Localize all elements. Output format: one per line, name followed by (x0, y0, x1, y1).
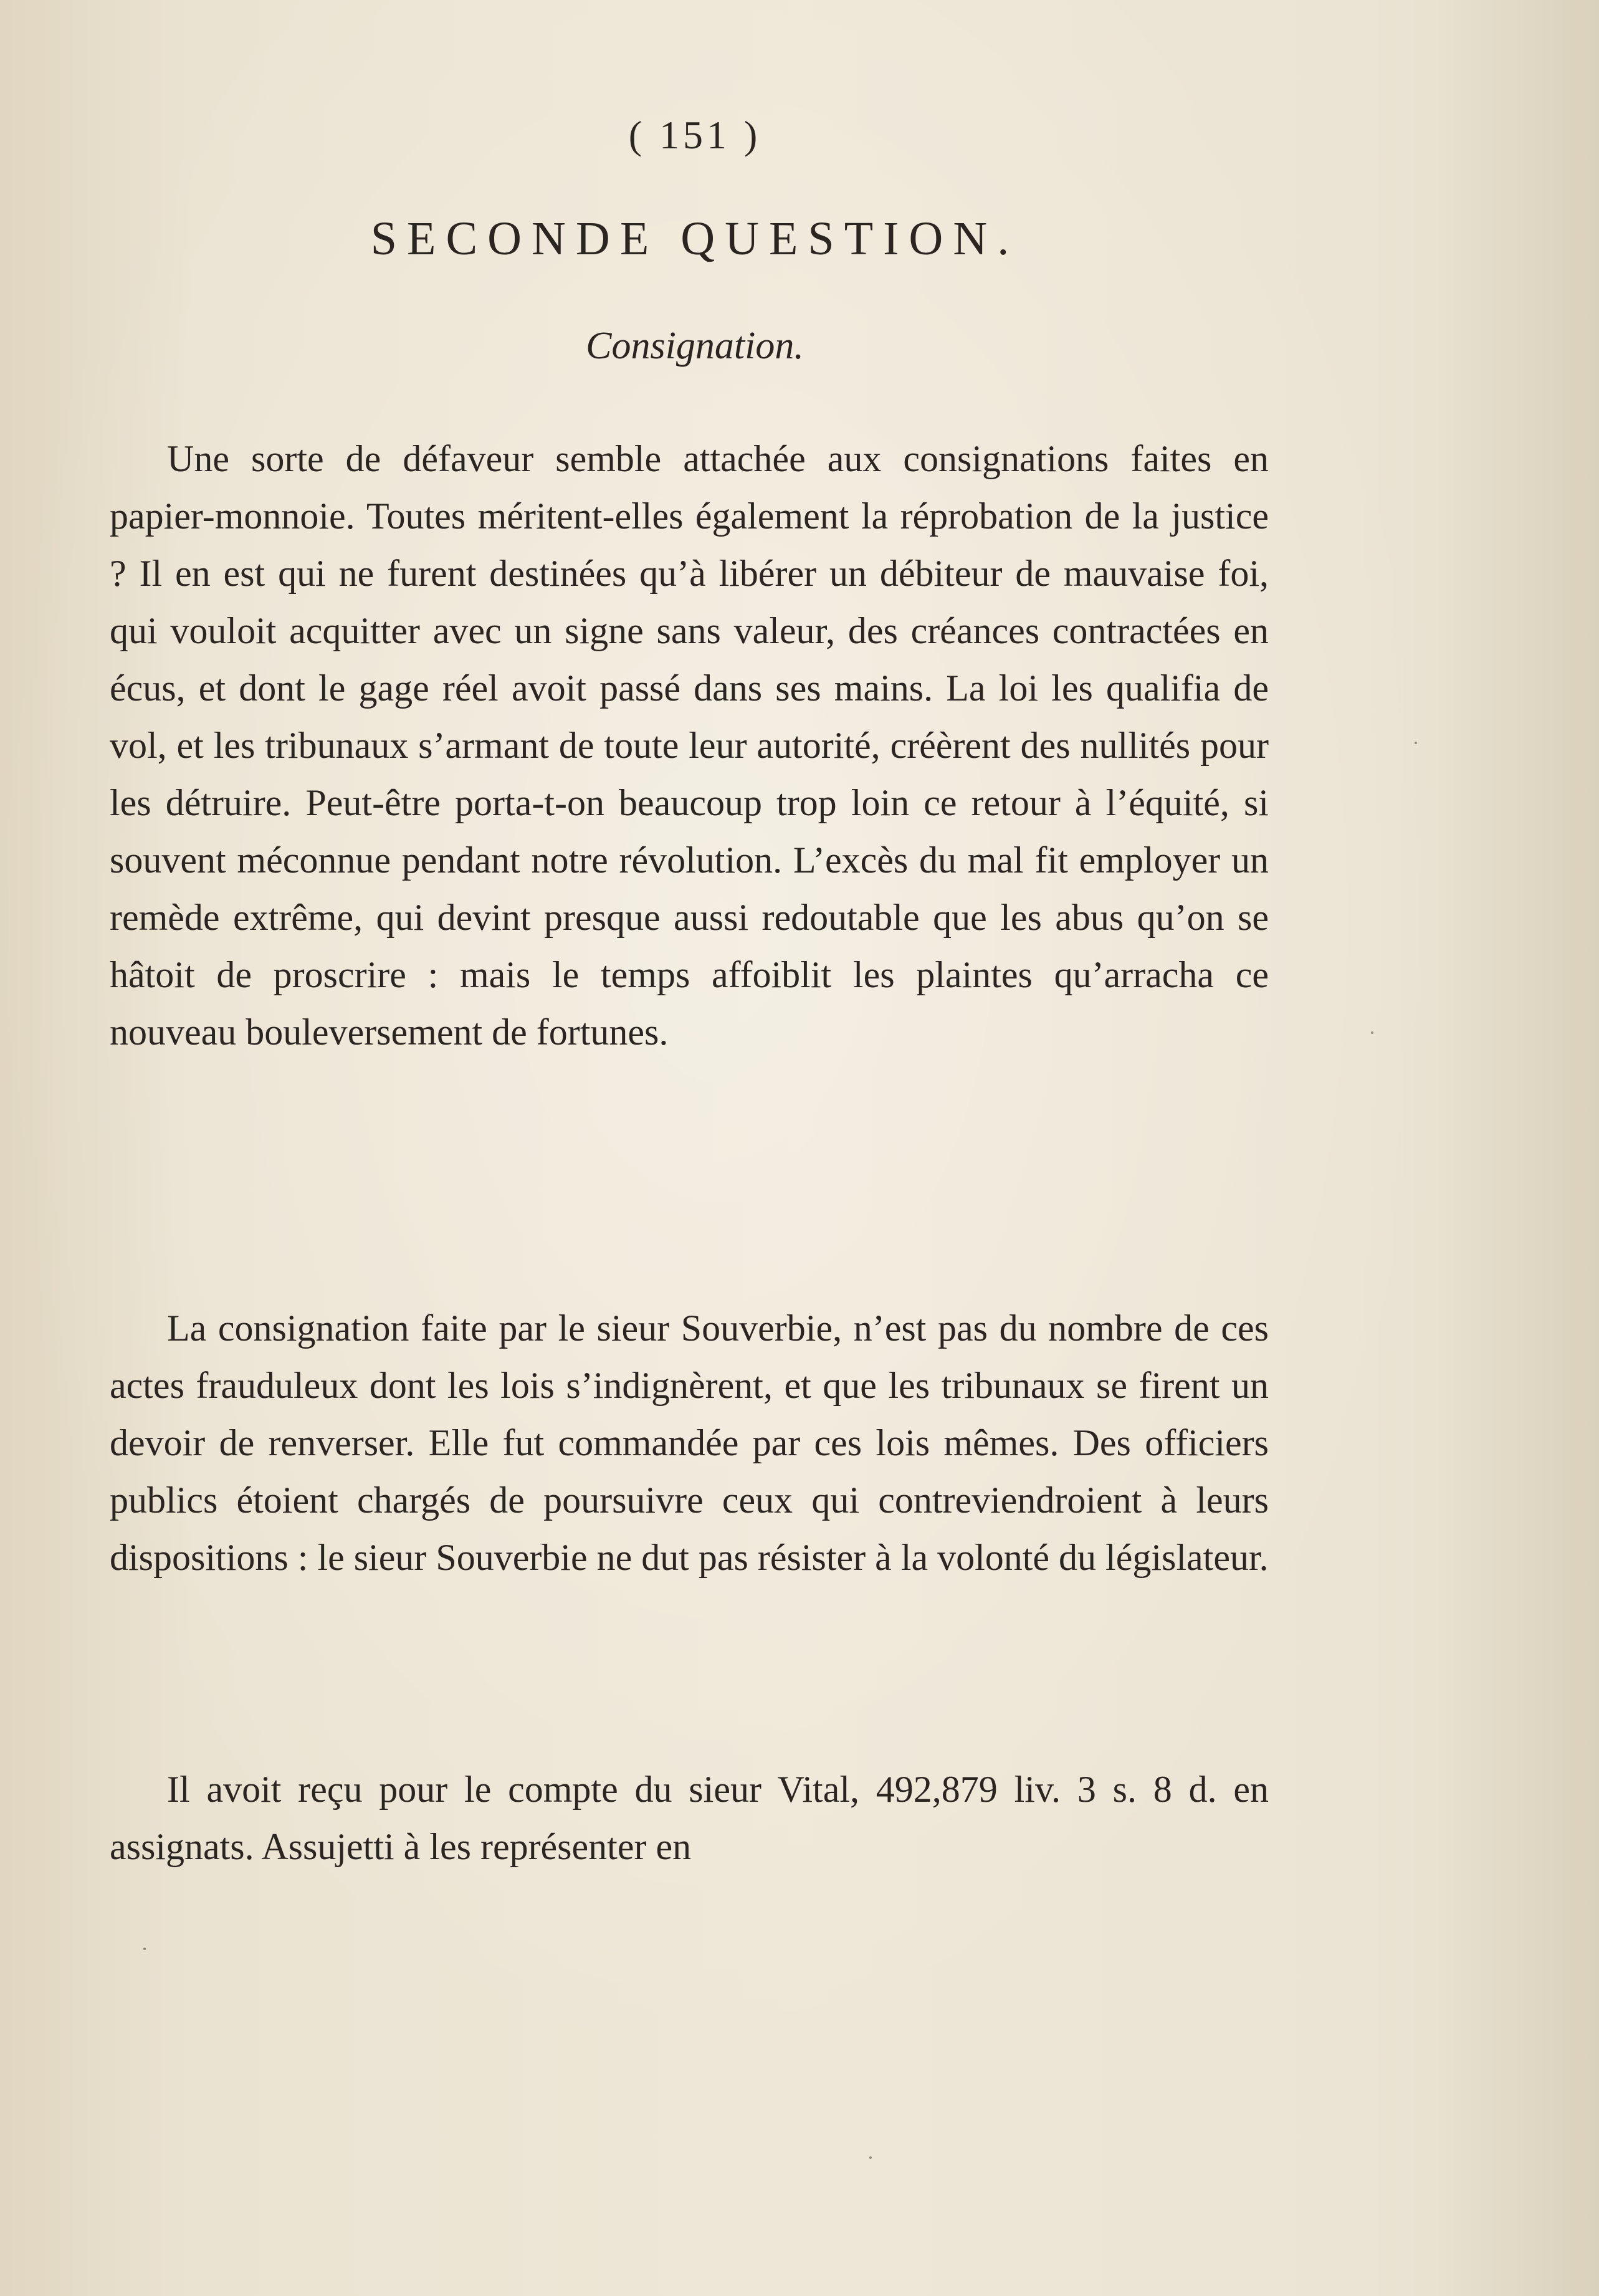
paragraph-2: La consignation faite par le sieur Souverbie, n’est pas du nombre de ces actes frauduleux dont les lois s’indignèrent, et que les tribunaux se firent un devoir de renverser. Elle fut commandée par ces lois mêmes. Des officiers publics étoient chargés de poursuivre ceux qui contreviendroient à leurs dispositions : le sieur Souverbie ne dut pas résister à la volonté du législateur. (110, 1308, 1269, 1578)
paper-speck (869, 2156, 872, 2159)
section-subheading: Consignation. (586, 325, 804, 367)
section-heading: SECONDE QUESTION. (370, 213, 1019, 265)
paragraph-1: Une sorte de défaveur semble attachée aux consignations faites en papier-monnoie. Toutes méritent-elles également la réprobation de la justice ? Il en est qui ne furent destinées qu’à libérer un débiteur de mauvaise foi, qui vouloit acquitter avec un signe sans valeur, des créances contractées en écus, et dont le gage réel avoit passé dans ses mains. La loi les qualifia de vol, et les tribunaux s’armant de toute leur autorité, créèrent des nullités pour les détruire. Peut-être porta-t-on beaucoup trop loin ce retour à l’équité, si souvent méconnue pendant notre révolution. L’excès du mal fit employer un remède extrême, qui devint presque aussi redoutable que les abus qu’on se hâtoit de proscrire : mais le temps affoiblit les plaintes qu’arracha ce nouveau bouleversement de fortunes. (110, 438, 1269, 1053)
paper-speck (1415, 742, 1417, 744)
page-edge-shadow (1437, 0, 1599, 2296)
page-number: ( 151 ) (628, 113, 761, 157)
paper-speck (1371, 1031, 1373, 1034)
paper-speck (143, 1948, 146, 1950)
paragraph-3: Il avoit reçu pour le compte du sieur Vital, 492,879 liv. 3 s. 8 d. en assignats. Assujetti à les représenter en (110, 1769, 1269, 1867)
